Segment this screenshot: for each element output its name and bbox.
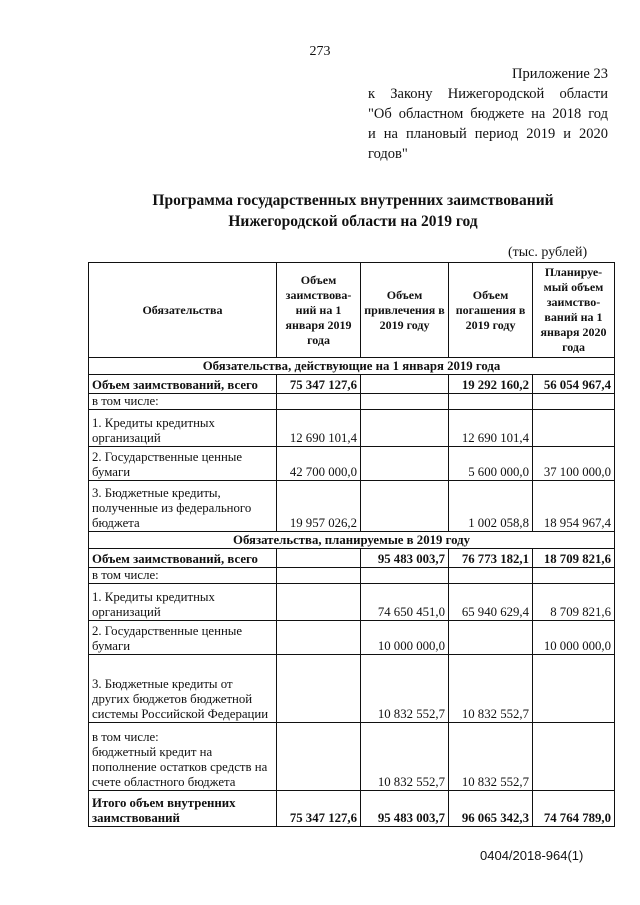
cell-start [277, 584, 361, 621]
cell-attraction: 10 000 000,0 [361, 621, 449, 655]
appendix-line: Приложение 23 [512, 66, 608, 82]
section-title: Обязательства, планируемые в 2019 году [89, 532, 615, 549]
title-line-2: Нижегородской области на 2019 год [228, 213, 478, 230]
section-row [89, 358, 615, 375]
cell-repayment: 12 690 101,4 [449, 410, 533, 447]
cell-start: 42 700 000,0 [277, 447, 361, 481]
units-note: (тыс. рублей) [508, 245, 588, 260]
header-repayment: Объем погашения в 2019 году [449, 263, 533, 358]
row-label: 2. Государственные ценные бумаги [89, 447, 277, 481]
table-row [89, 621, 615, 655]
table-row [89, 394, 615, 410]
table-row [89, 410, 615, 447]
cell-attraction: 10 832 552,7 [361, 655, 449, 723]
row-label: в том числе: [89, 568, 277, 584]
document-code: 0404/2018-964(1) [480, 848, 584, 863]
row-label: Итого объем внутренних заимствований [89, 791, 277, 827]
row-label: 3. Бюджетные кредиты, полученные из федерального бюджета [89, 481, 277, 532]
grand-total-row [89, 791, 615, 827]
cell-repayment: 1 002 058,8 [449, 481, 533, 532]
cell-end: 74 764 789,0 [533, 791, 615, 827]
header-obligations: Обязательства [89, 263, 277, 358]
appendix-line: и на плановый период 2019 и 2020 [368, 126, 608, 142]
table-row [89, 568, 615, 584]
cell-repayment [449, 621, 533, 655]
section-title: Обязательства, действующие на 1 января 2019 года [89, 358, 615, 375]
cell-start [277, 621, 361, 655]
cell-end: 18 954 967,4 [533, 481, 615, 532]
cell-attraction: 74 650 451,0 [361, 584, 449, 621]
cell-attraction: 95 483 003,7 [361, 549, 449, 568]
cell-attraction [361, 375, 449, 394]
table-row [89, 375, 615, 394]
cell-start: 75 347 127,6 [277, 375, 361, 394]
table-row [89, 447, 615, 481]
cell-repayment: 10 832 552,7 [449, 723, 533, 791]
cell-repayment: 19 292 160,2 [449, 375, 533, 394]
row-label: 1. Кредиты кредитных организаций [89, 584, 277, 621]
header-volume-end: Планируе-мый объем заимство-ваний на 1 января 2020 года [533, 263, 615, 358]
cell-start: 19 957 026,2 [277, 481, 361, 532]
cell-attraction [361, 410, 449, 447]
cell-end: 8 709 821,6 [533, 584, 615, 621]
cell-end [533, 410, 615, 447]
cell-attraction: 10 832 552,7 [361, 723, 449, 791]
sub-including: в том числе: [92, 730, 159, 744]
cell-end: 37 100 000,0 [533, 447, 615, 481]
cell-start [277, 655, 361, 723]
row-label: 2. Государственные ценные бумаги [89, 621, 277, 655]
row-label: в том числе: [89, 394, 277, 410]
cell-attraction: 95 483 003,7 [361, 791, 449, 827]
header-attraction: Объем привлечения в 2019 году [361, 263, 449, 358]
borrowing-table [88, 262, 615, 827]
sub-label: бюджетный кредит на пополнение остатков средств на счете областного бюджета [92, 745, 268, 789]
row-label: 1. Кредиты кредитных организаций [89, 410, 277, 447]
page-number: 273 [309, 44, 331, 59]
row-label [89, 723, 277, 791]
row-label: 3. Бюджетные кредиты от других бюджетов бюджетной системы Российской Федерации [89, 655, 277, 723]
cell-repayment: 65 940 629,4 [449, 584, 533, 621]
table-row [89, 481, 615, 532]
cell-start: 75 347 127,6 [277, 791, 361, 827]
cell-repayment: 96 065 342,3 [449, 791, 533, 827]
cell-end [533, 655, 615, 723]
cell-start [277, 549, 361, 568]
document-title [0, 190, 640, 232]
appendix-note [368, 64, 608, 164]
table-row [89, 723, 615, 791]
row-label: Объем заимствований, всего [89, 375, 277, 394]
appendix-line: "Об областном бюджете на 2018 год [368, 106, 608, 122]
cell-end: 56 054 967,4 [533, 375, 615, 394]
table-row [89, 549, 615, 568]
appendix-line: к Закону Нижегородской области [368, 86, 608, 102]
cell-start: 12 690 101,4 [277, 410, 361, 447]
cell-start [277, 723, 361, 791]
cell-repayment: 10 832 552,7 [449, 655, 533, 723]
table-header-row [89, 263, 615, 358]
cell-attraction [361, 481, 449, 532]
header-volume-start: Объем заимствова-ний на 1 января 2019 года [277, 263, 361, 358]
table-row [89, 584, 615, 621]
cell-end [533, 723, 615, 791]
cell-end: 18 709 821,6 [533, 549, 615, 568]
table-row [89, 655, 615, 723]
cell-repayment: 76 773 182,1 [449, 549, 533, 568]
cell-repayment: 5 600 000,0 [449, 447, 533, 481]
cell-attraction [361, 447, 449, 481]
title-line-1: Программа государственных внутренних заимствований [152, 192, 554, 209]
row-label: Объем заимствований, всего [89, 549, 277, 568]
cell-end: 10 000 000,0 [533, 621, 615, 655]
section-row [89, 532, 615, 549]
appendix-line: годов" [368, 146, 408, 162]
